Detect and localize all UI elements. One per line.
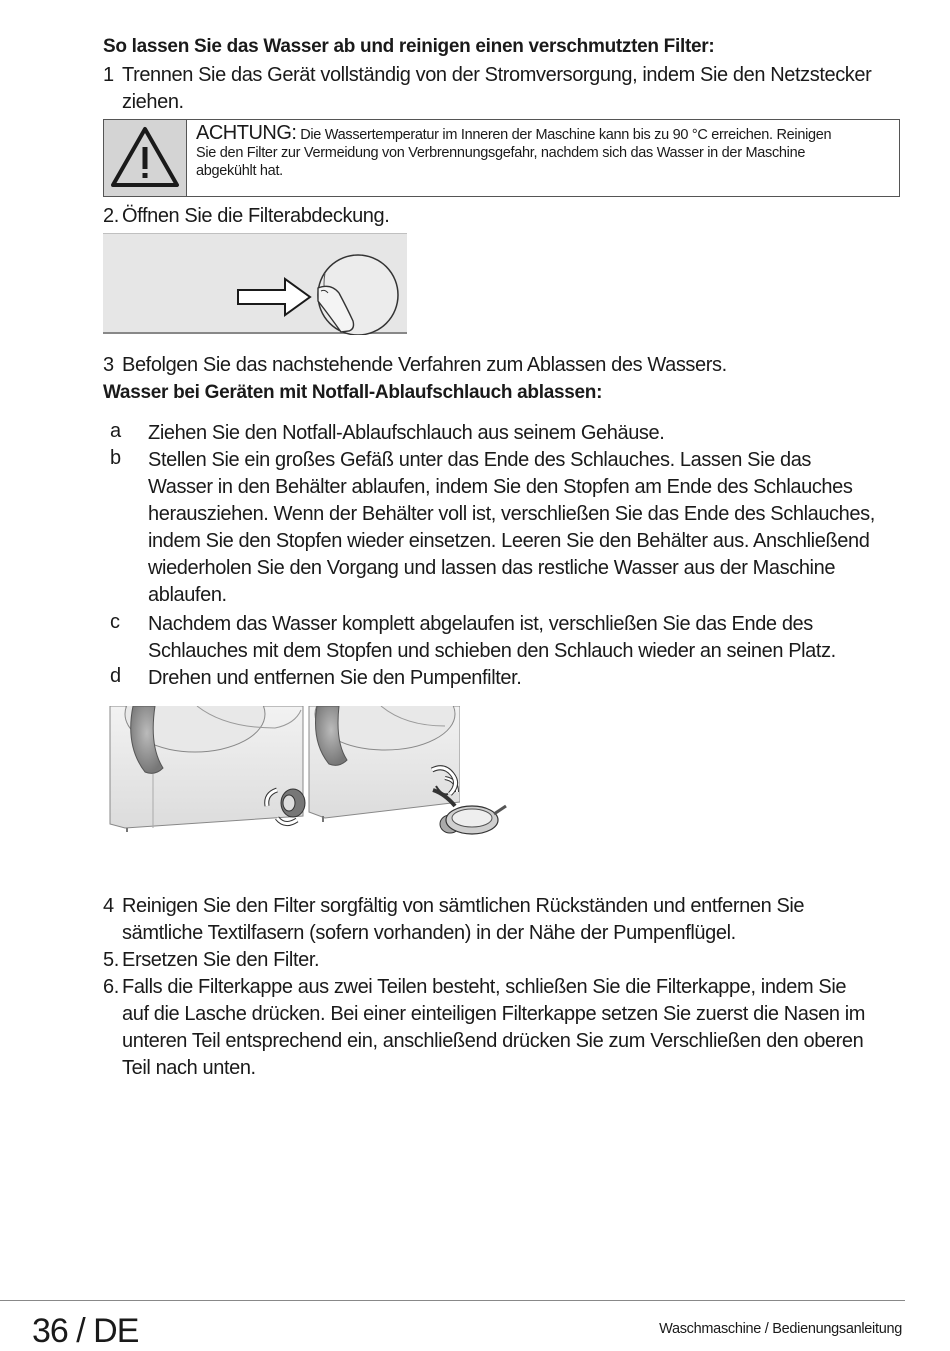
substep-line: ablaufen. <box>148 584 227 606</box>
footer-title: Waschmaschine / Bedienungsanleitung <box>659 1321 902 1337</box>
substep-line: indem Sie den Stopfen wieder einsetzen. Leeren Sie den Behälter aus. Anschließend <box>148 530 870 552</box>
step-number: 3 <box>103 354 114 376</box>
substep-letter: c <box>110 611 120 633</box>
substep-a <box>148 420 908 447</box>
substep-line: Wasser in den Behälter ablaufen, indem Sie den Stopfen am Ende des Schlauches <box>148 476 853 498</box>
step-4 <box>103 893 804 920</box>
step-1 <box>103 62 871 89</box>
step-6 <box>103 974 846 1001</box>
filter-cover-image <box>103 233 407 335</box>
substep-c <box>148 611 908 665</box>
warning-box <box>103 119 900 197</box>
section-title: So lassen Sie das Wasser ab und reinigen einen verschmutzten Filter: <box>103 36 715 57</box>
page-number: 36 / DE <box>32 1312 139 1350</box>
substep-letter: d <box>110 665 122 687</box>
footer-divider <box>0 1300 905 1301</box>
step-text: Falls die Filterkappe aus zwei Teilen besteht, schließen Sie die Filterkappe, indem Sie <box>122 976 847 998</box>
step-3 <box>103 352 727 379</box>
step-2 <box>103 203 389 230</box>
substep-b <box>148 447 908 609</box>
step-text: Trennen Sie das Gerät vollständig von der Stromversorgung, indem Sie den Netzstecker <box>122 64 872 86</box>
substep-letter: b <box>110 447 122 469</box>
step-line: auf die Lasche drücken. Bei einer einteiligen Filterkappe setzen Sie zuerst die Nasen im <box>122 1003 866 1025</box>
step-text: Öffnen Sie die Filterabdeckung. <box>122 205 390 227</box>
step-4-continuation: sämtliche Textilfasern (sofern vorhanden) in der Nähe der Pumpenflügel. <box>122 922 736 944</box>
step-1-continuation: ziehen. <box>122 91 184 113</box>
step-number: 1 <box>103 64 114 86</box>
water-bowl-image <box>420 760 510 840</box>
substep-line: Ziehen Sie den Notfall-Ablaufschlauch aus seinem Gehäuse. <box>148 422 665 444</box>
step-6-continuation <box>122 1001 912 1082</box>
step-number: 5. <box>103 949 119 971</box>
substep-d <box>148 665 908 692</box>
filter-cover-illustration <box>103 233 407 335</box>
step-5 <box>103 947 319 974</box>
substep-line: Drehen und entfernen Sie den Pumpenfilter. <box>148 667 522 689</box>
step-text: Reinigen Sie den Filter sorgfältig von sämtlichen Rückständen und entfernen Sie <box>122 895 805 917</box>
step-text: Befolgen Sie das nachstehende Verfahren zum Ablassen des Wassers. <box>122 354 727 376</box>
substep-line: Nachdem das Wasser komplett abgelaufen ist, verschließen Sie das Ende des <box>148 613 813 635</box>
warning-line-2: Sie den Filter zur Vermeidung von Verbrennungsgefahr, nachdem sich das Wasser in der Maschine <box>196 145 806 161</box>
pump-filter-illustration <box>105 706 460 838</box>
step-number: 4 <box>103 895 114 917</box>
step-line: unteren Teil entsprechend ein, anschließend drücken Sie zum Verschließen den oberen <box>122 1030 864 1052</box>
warning-icon-cell <box>104 120 187 196</box>
step-line: Teil nach unten. <box>122 1057 256 1079</box>
warning-text <box>196 124 896 180</box>
step-text: Ersetzen Sie den Filter. <box>122 949 320 971</box>
step-number: 2. <box>103 205 119 227</box>
warning-triangle-icon <box>104 120 186 196</box>
warning-line-1: Die Wassertemperatur im Inneren der Maschine kann bis zu 90 °C erreichen. Reinigen <box>300 127 832 143</box>
substep-line: Schlauches mit dem Stopfen und schieben den Schlauch wieder an seinen Platz. <box>148 640 836 662</box>
subheading: Wasser bei Geräten mit Notfall-Ablaufschlauch ablassen: <box>103 382 603 403</box>
warning-title: ACHTUNG: <box>196 122 297 144</box>
substep-line: herausziehen. Wenn der Behälter voll ist, verschließen Sie das Ende des Schlauches, <box>148 503 875 525</box>
step-number: 6. <box>103 976 119 998</box>
substep-line: wiederholen Sie den Vorgang und lassen das restliche Wasser aus der Maschine <box>148 557 836 579</box>
pump-filter-image <box>105 706 460 838</box>
substep-line: Stellen Sie ein großes Gefäß unter das Ende des Schlauches. Lassen Sie das <box>148 449 812 471</box>
substep-letter: a <box>110 420 122 442</box>
warning-line-3: abgekühlt hat. <box>196 163 283 179</box>
